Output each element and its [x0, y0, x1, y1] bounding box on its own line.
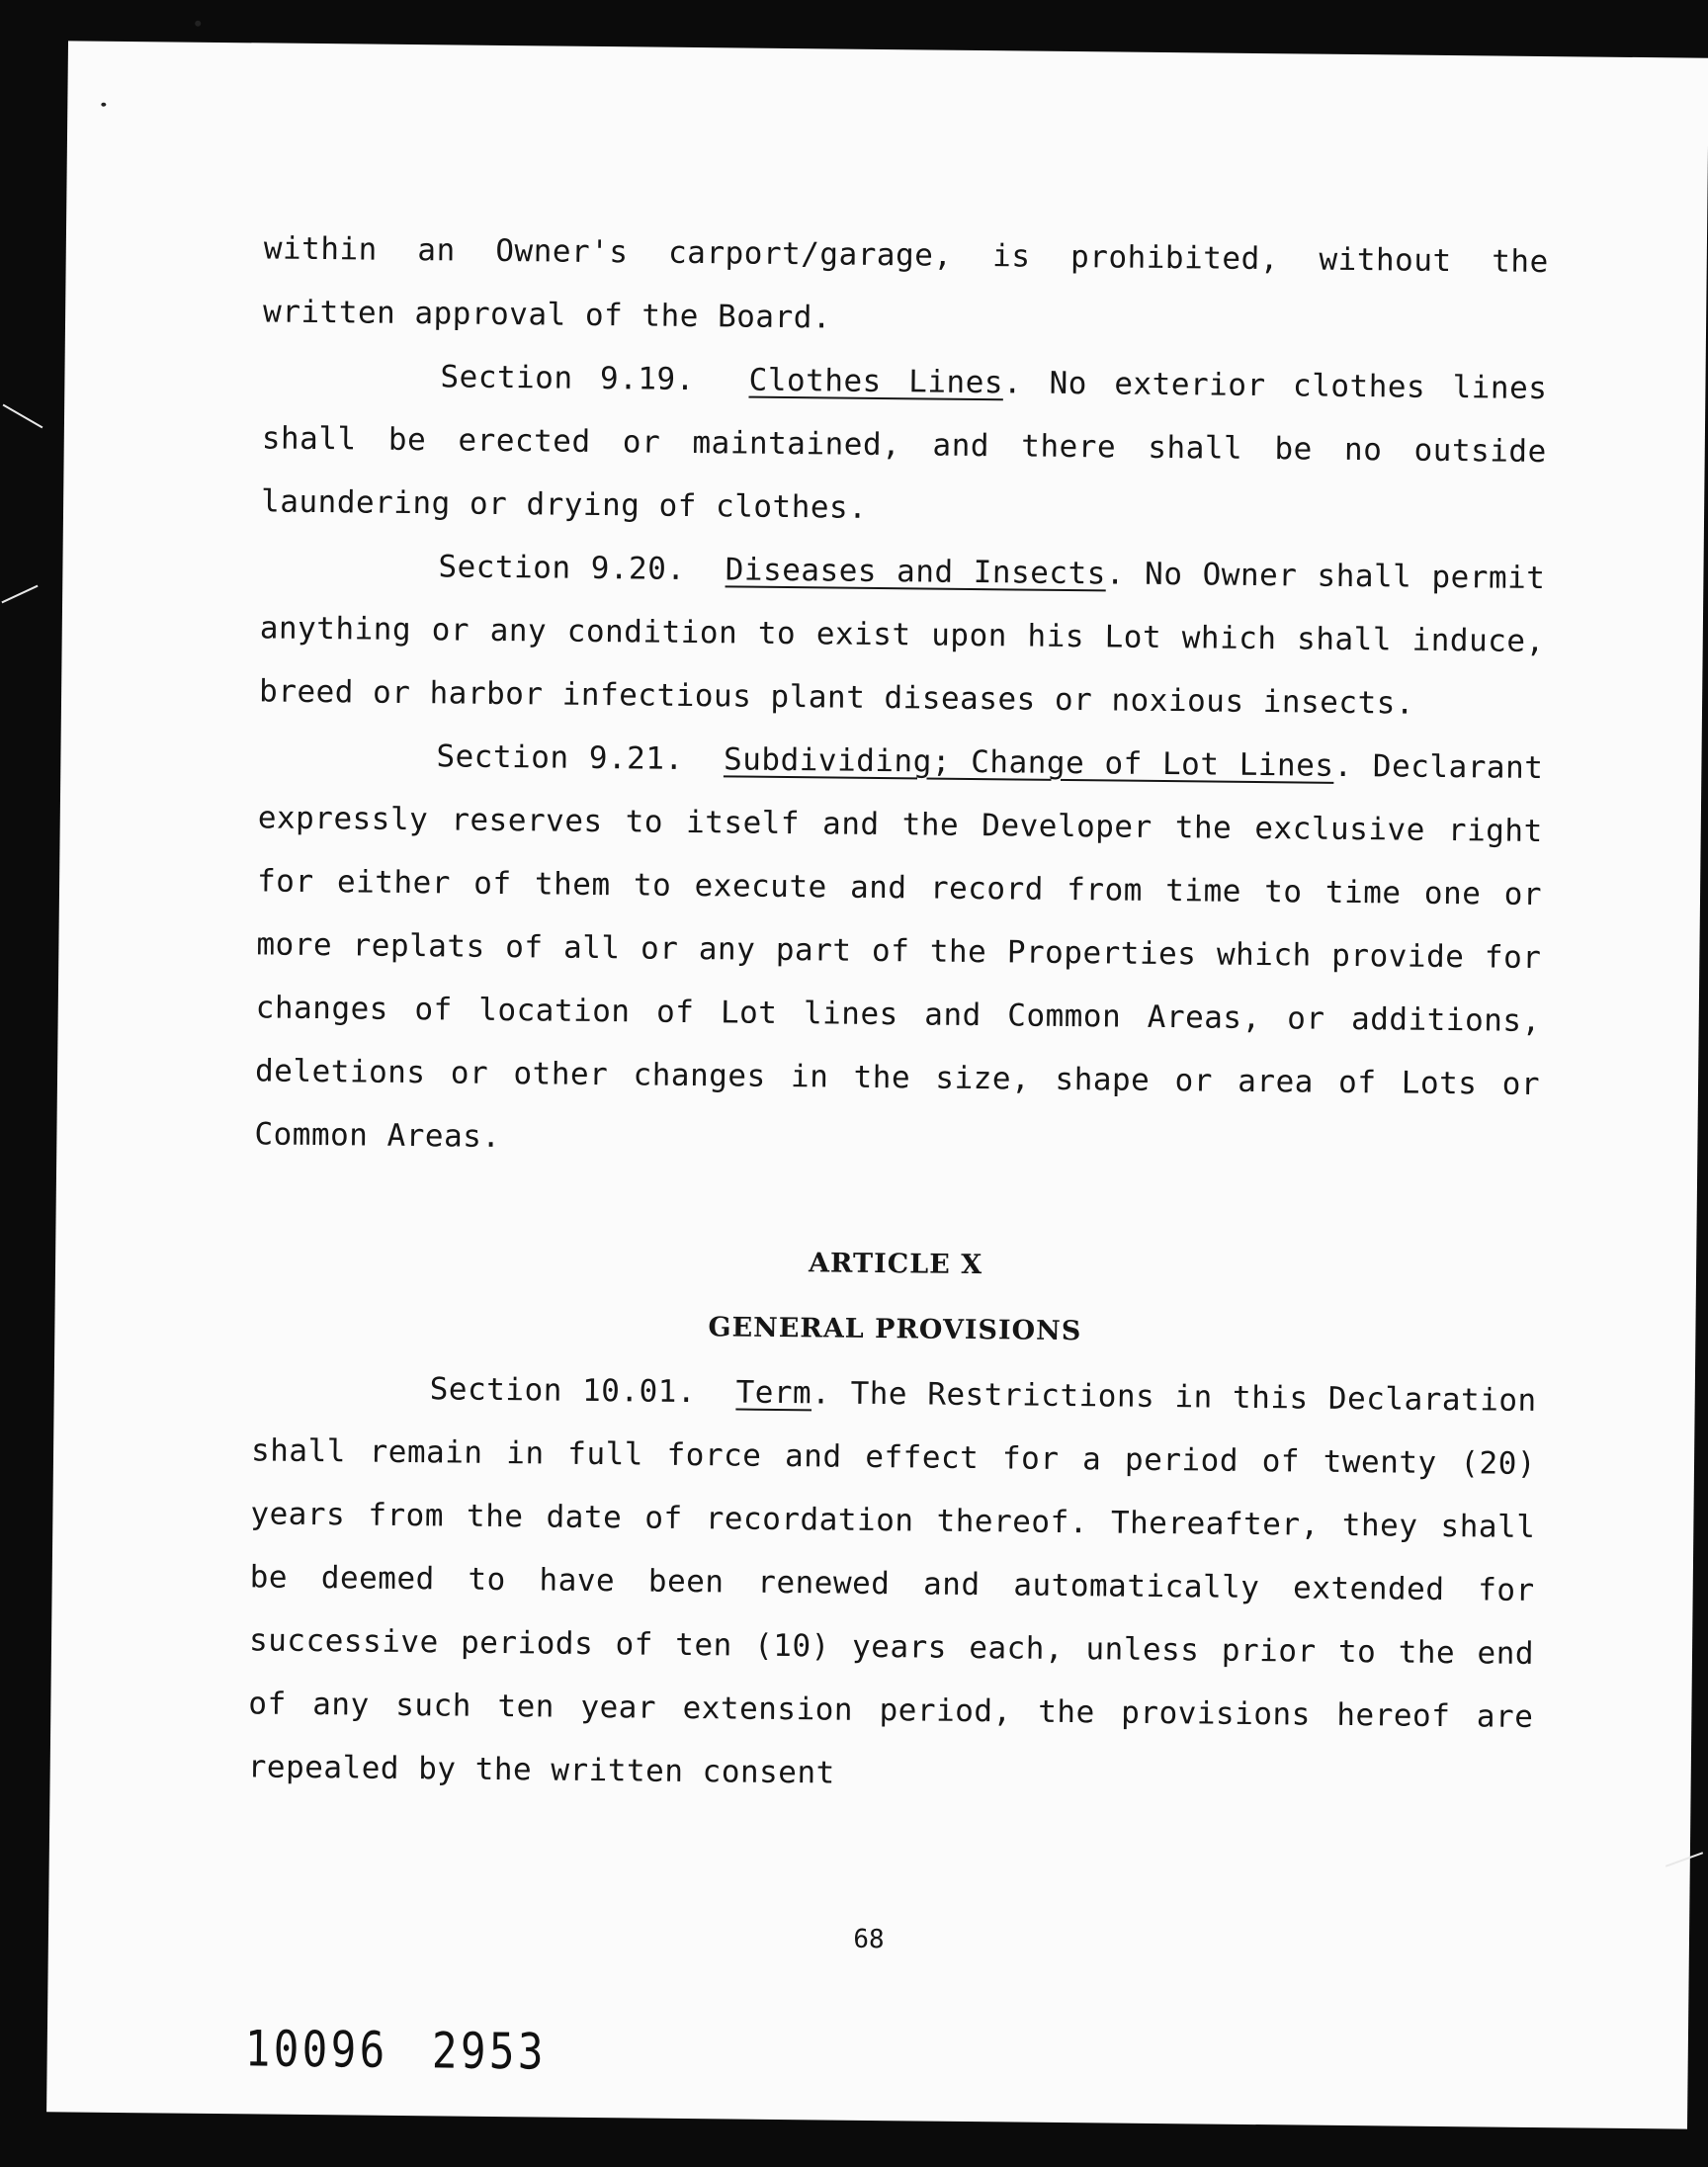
article-subtitle: GENERAL PROVISIONS [708, 1312, 1082, 1347]
scan-streak [3, 404, 43, 429]
document-id: 10096 2953 [244, 2020, 548, 2081]
section-number: Section 9.21. [436, 738, 684, 777]
document-page [46, 41, 1708, 2128]
section-9-20 [259, 533, 1546, 737]
section-number: Section 9.19. [440, 359, 696, 398]
section-text: . No Owner shall permit anything or any condition to exist upon his Lot which shall induce, breed or harbor infectious plant diseases or noxious insects. [258, 556, 1546, 722]
section-10-01 [247, 1355, 1537, 1812]
article-title: ARTICLE X [808, 1248, 983, 1281]
scan-speck [101, 103, 106, 107]
section-text: . Declarant expressly reserves to itself and the Developer the exclusive right for either of them to execute and record from time to time one or more replats of all or any part of the Properties which provide for changes of location of Lot lines and Common Areas, or additions, deletions or other changes in the size, shape or area of Lots or Common Areas. [254, 747, 1544, 1156]
section-number: Section 10.01. [429, 1371, 697, 1411]
section-heading: Term [735, 1374, 812, 1412]
scan-speck [195, 21, 201, 27]
section-number: Section 9.20. [438, 549, 686, 587]
section-9-19 [261, 343, 1548, 547]
section-text: . The Restrictions in this Declaration shall remain in full force and effect for a period of twenty (20) years from the date of recordation thereof. Thereafter, they shall be deemed to have been renewed and automatically extended for successive periods of ten (10) years each, unless prior to the end of any such ten year extension period, the provisions hereof are repealed by the written consent [247, 1375, 1537, 1791]
body-text [247, 217, 1549, 1812]
section-heading: Subdividing; Change of Lot Lines [723, 741, 1334, 784]
section-heading: Clothes Lines [748, 362, 1004, 401]
page-number: 68 [853, 1924, 885, 1955]
section-9-21 [254, 723, 1544, 1179]
scan-streak [1, 585, 38, 604]
section-text: . No exterior clothes lines shall be erected or maintained, and there shall be no outside laundering or drying of clothes. [260, 365, 1548, 526]
section-heading: Diseases and Insects [725, 552, 1107, 592]
continued-paragraph: within an Owner's carport/garage, is prohibited, without the written approval of the Board. [262, 230, 1549, 336]
